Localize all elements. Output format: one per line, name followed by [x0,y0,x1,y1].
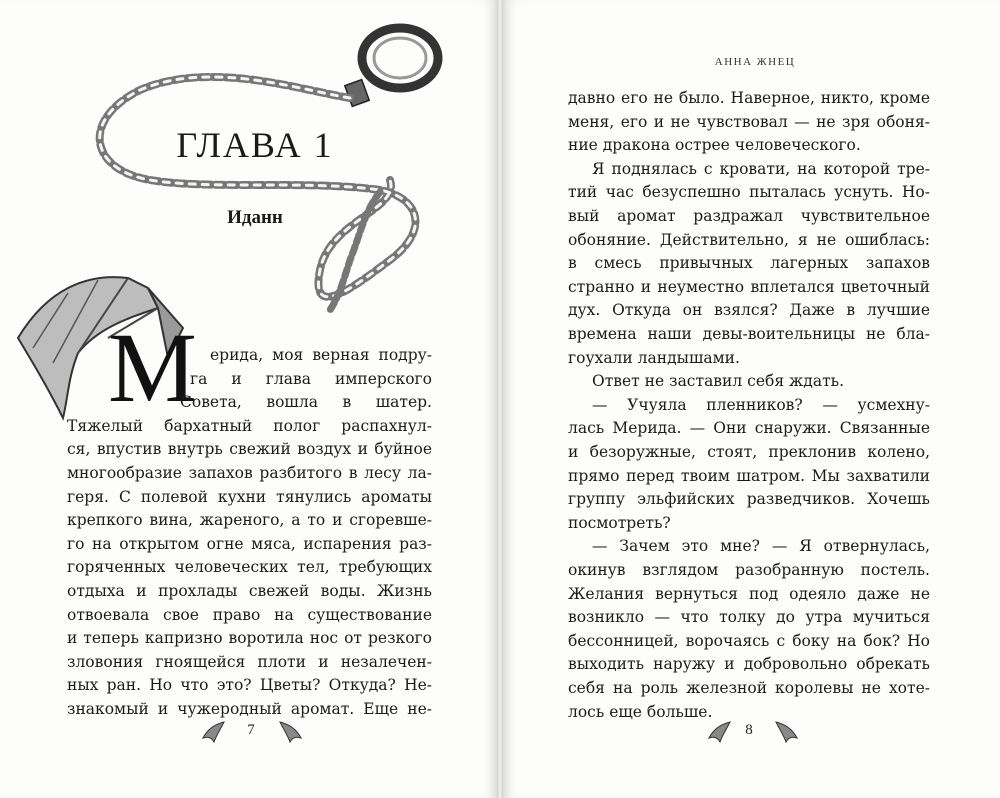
body-text-line: возникло — что толку до утра мучиться [568,608,930,627]
body-text-line: обоняние. Действительно, я не ошиблась: [568,230,930,249]
body-text-line: горяченных человеческих тел, требующих [67,558,432,577]
wing-ornament-icon [774,718,800,744]
body-text-line: и теперь капризно воротила нос от резкого [67,629,432,648]
body-text-line: — Зачем это мне? — Я отвернулась, [592,537,930,556]
body-text-line: зловония гноящейся плоти и незалечен- [67,652,432,671]
body-text-line: тий час безуспешно пыталась уснуть. Но- [568,183,930,202]
body-text-line: ся, впустив внутрь свежий воздух и буйное [67,440,432,459]
wing-ornament-icon [706,718,732,744]
body-text-line: гоухали ландышами. [568,348,740,367]
body-text-line: га и глава имперского [190,369,432,388]
body-text-line: Я поднялась с кровати, на которой тре- [592,159,930,178]
body-text-line: го на открытом огне мяса, испарения раз- [67,534,432,553]
page-number-right: 8 [745,722,753,738]
page-number-left: 7 [247,722,255,738]
body-text-line: Ответ не заставил себя ждать. [592,372,845,391]
body-text-line: меня, его и не чувствовал — не зря обоня- [568,112,930,131]
body-text-line: Тяжелый бархатный полог распахнул- [67,416,432,435]
body-text-line: в смесь привычных лагерных запахов [568,254,930,273]
body-text-line: крепкого вина, жареного, а то и сгоревше- [67,511,432,530]
body-text-line: отдыха и прохлады свежей воды. Жизнь [67,582,432,600]
drop-cap: М [108,312,197,423]
body-text-line: ных ран. Но что это? Цветы? Откуда? Не- [67,676,432,695]
body-text-line: ние дракона острее человеческого. [568,136,861,155]
wing-ornament-icon [278,718,304,744]
body-text-line: отвоевала свое право на существование [67,605,432,624]
body-text-line: Желания вернуться под одеяло даже не [568,584,930,603]
body-text-line: бессонницей, ворочаясь с боку на бок? Но [568,631,930,650]
body-text-line: времена наши девы-воительницы не бла- [568,325,930,343]
body-text-line: дух. Откуда он взялся? Даже в лучшие [568,301,930,320]
body-text-line: — Учуяла пленников? — усмехну- [592,395,930,414]
body-text-line: и безоружные, стоят, преклонив колено, [568,443,930,461]
book-spine [497,0,503,798]
body-text-line: геря. С полевой кухни тянулись ароматы [67,487,432,506]
body-text-line: знакомый и чужеродный аромат. Еще не- [67,700,432,718]
body-text-line: группу эльфийских разведчиков. Хочешь [568,490,930,509]
wing-ornament-icon [200,718,226,744]
body-text-line: прямо перед твоим шатром. Мы захватили [568,466,930,485]
body-text-line: выходить наружу и добровольно обрекать [568,655,930,674]
body-text-line: себя на роль железной королевы не хоте- [568,679,930,697]
body-text-line: ерида, моя верная подру- [210,346,432,364]
body-text-line: давно его не было. Наверное, никто, кроме [568,89,930,107]
body-text-line: многообразие запахов разбитого в лесу ла- [67,464,432,482]
body-text-line: лось еще больше. [568,702,713,721]
body-text-line: Совета, вошла в шатер. [180,393,432,412]
body-text-line: лась Мерида. — Они снаружи. Связанные [568,419,930,438]
chapter-title: ГЛАВА 1 [150,124,360,166]
body-text-line: странно и неуместно вплетался цветочный [568,277,930,296]
body-text-line: вый аромат раздражал чувствительное [568,207,930,225]
running-head: АННА ЖНЕЦ [714,56,796,68]
body-text-line: посмотреть? [568,513,671,532]
body-text-line: окинув взглядом разобранную постель. [568,561,930,579]
chapter-subtitle: Иданн [200,207,310,229]
